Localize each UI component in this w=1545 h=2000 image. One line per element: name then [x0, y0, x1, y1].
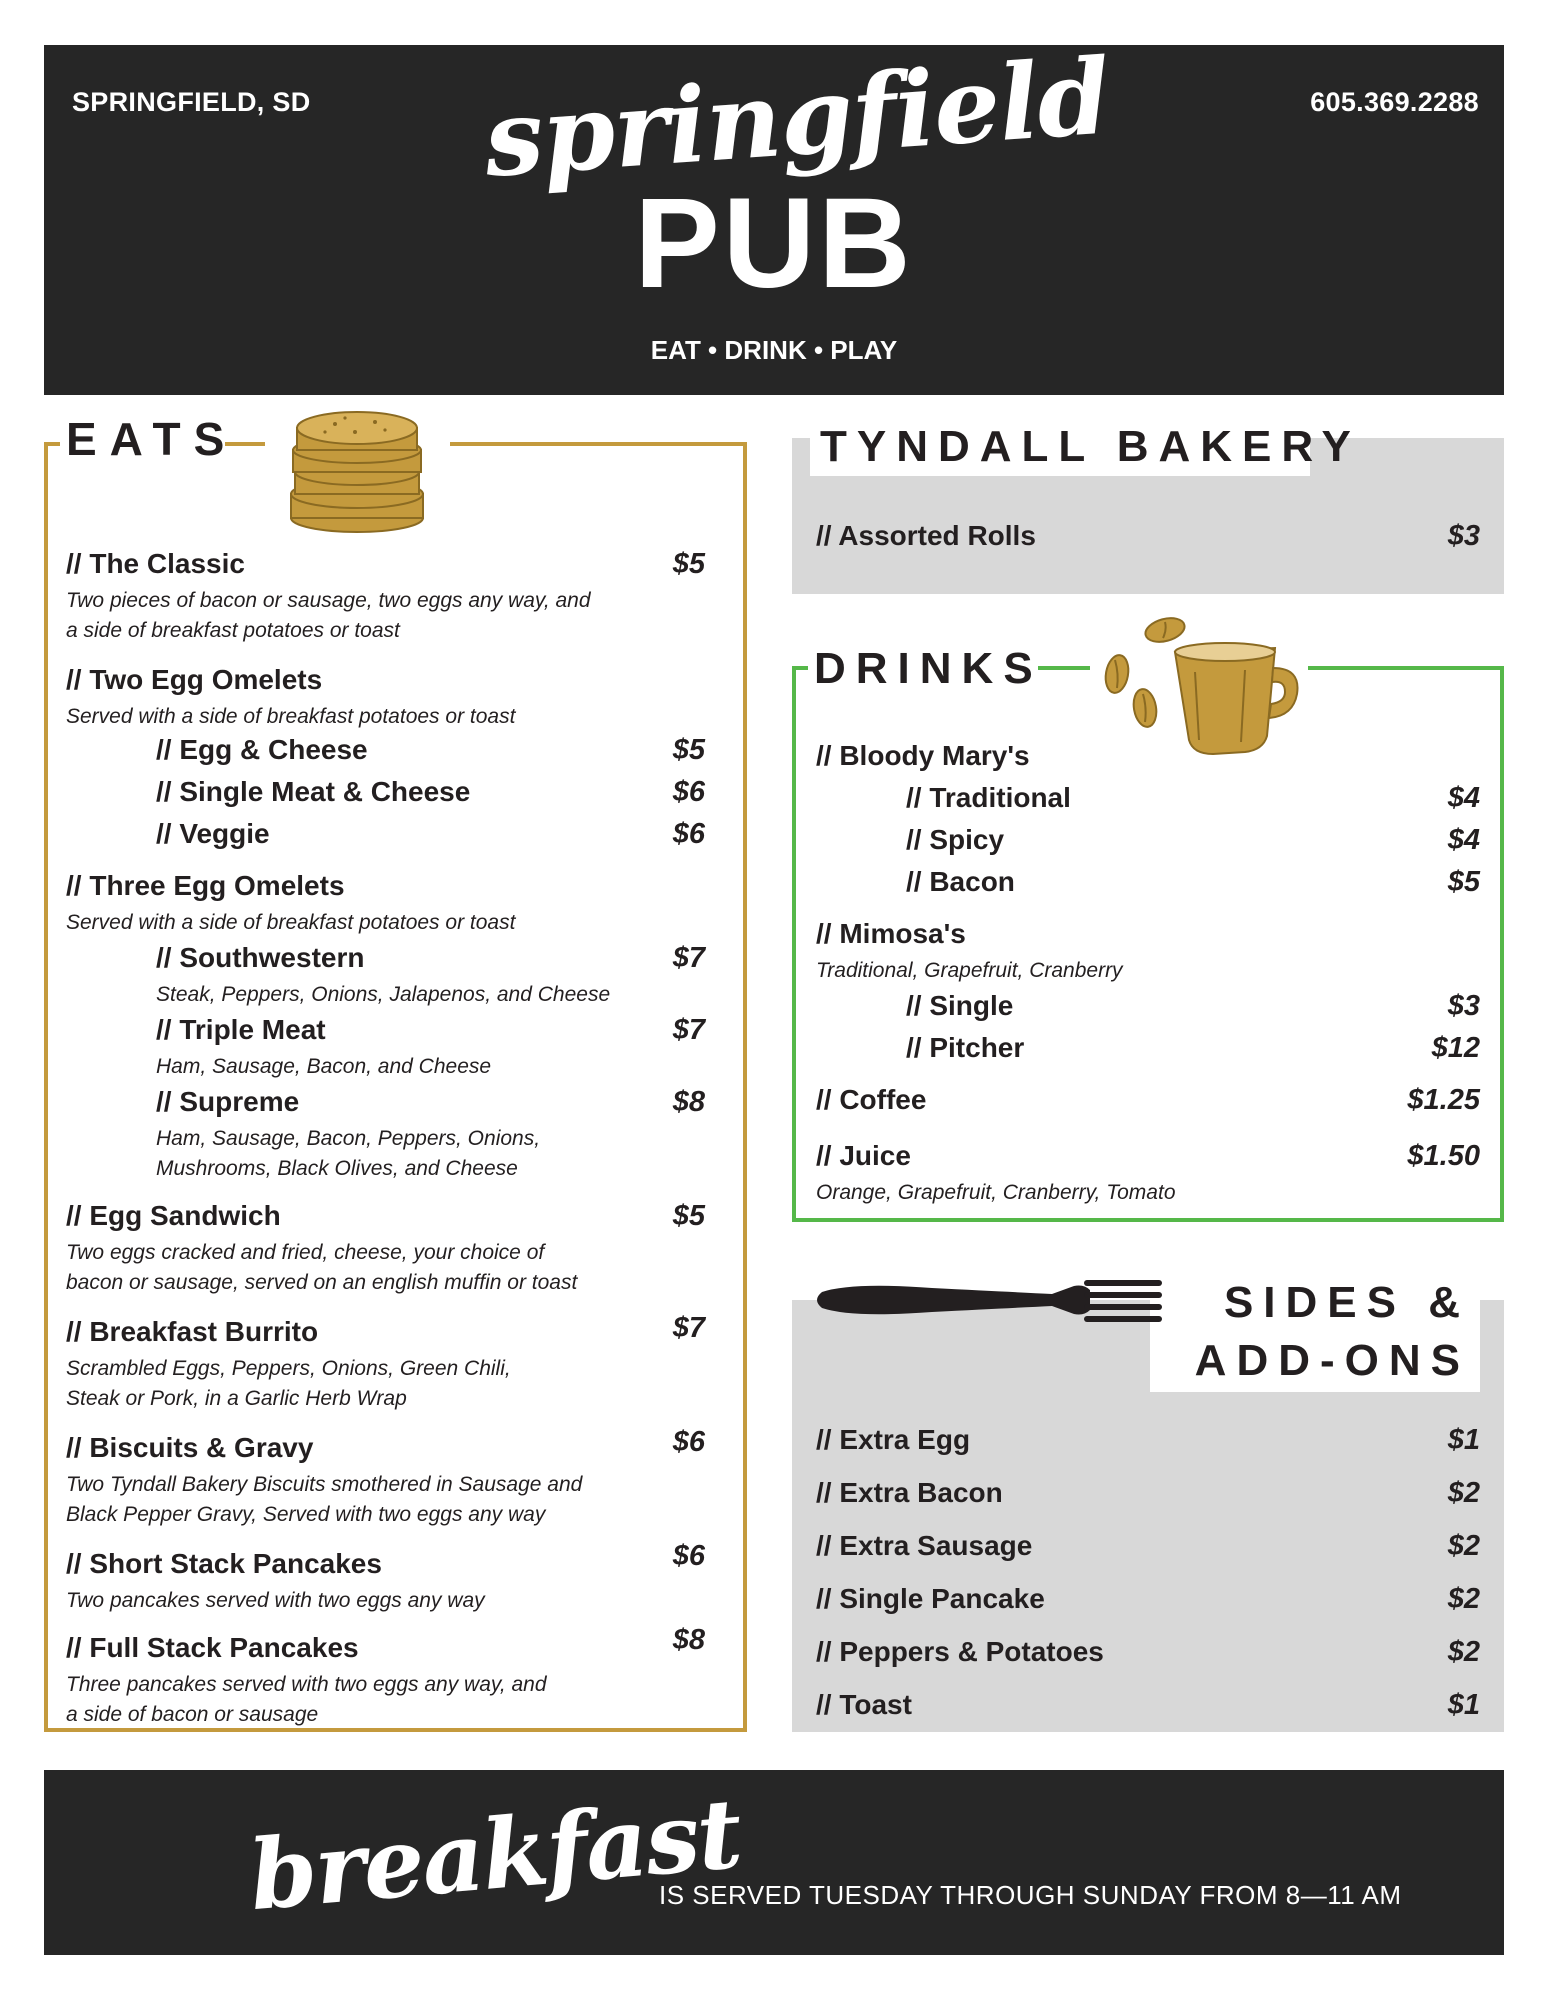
menu-item-name: // Southwestern — [156, 942, 365, 973]
menu-item-description: a side of breakfast potatoes or toast — [66, 619, 400, 642]
menu-item-name: // Coffee — [816, 1084, 927, 1115]
menu-item-price: $1 — [1447, 1424, 1480, 1456]
menu-item-price: $1.25 — [1407, 1084, 1480, 1116]
menu-item-name: // Three Egg Omelets — [66, 870, 345, 901]
menu-item-description: bacon or sausage, served on an english muffin or toast — [66, 1271, 578, 1294]
menu-item-price: $6 — [672, 776, 705, 808]
menu-item-price: $5 — [672, 1200, 705, 1232]
menu-item-description: Two pieces of bacon or sausage, two eggs any way, and — [66, 589, 591, 612]
menu-item-price: $7 — [672, 1312, 705, 1344]
menu-item-name: // Veggie — [156, 818, 270, 849]
menu-item-price: $6 — [672, 818, 705, 850]
menu-item-price: $2 — [1447, 1636, 1480, 1668]
menu-item-price: $5 — [672, 734, 705, 766]
menu-item-description: Ham, Sausage, Bacon, and Cheese — [156, 1055, 492, 1078]
menu-item-name: // Biscuits & Gravy — [66, 1432, 314, 1463]
header-banner — [44, 34, 1504, 395]
menu-item-name: // Egg Sandwich — [66, 1200, 281, 1231]
menu-item-description: Orange, Grapefruit, Cranberry, Tomato — [816, 1181, 1176, 1204]
menu-item-name: // Peppers & Potatoes — [816, 1636, 1104, 1667]
menu-item-name: // Assorted Rolls — [816, 520, 1036, 551]
menu-item-name: // Traditional — [906, 782, 1071, 813]
fork-icon — [812, 1270, 1167, 1330]
menu-item-description: Two pancakes served with two eggs any way — [66, 1589, 485, 1612]
menu-item-name: // Single Pancake — [816, 1583, 1045, 1614]
footer-script-breakfast: breakfast — [245, 1776, 745, 1933]
menu-item-price: $4 — [1447, 824, 1480, 856]
menu-item-name: // Bacon — [906, 866, 1015, 897]
phone-number[interactable]: 605.369.2288 — [1310, 87, 1479, 117]
menu-item-name: // Bloody Mary's — [816, 740, 1030, 771]
menu-item-name: // Toast — [816, 1689, 912, 1720]
logo-pub-title: PUB — [634, 172, 914, 315]
menu-item-name: // Breakfast Burrito — [66, 1316, 319, 1347]
menu-item-price: $1.50 — [1407, 1140, 1480, 1172]
menu-item-price: $7 — [672, 942, 705, 974]
pancake-stack-icon — [275, 402, 440, 537]
menu-item-name: // Spicy — [906, 824, 1005, 855]
menu-item-price: $12 — [1431, 1032, 1480, 1064]
menu-item-price: $5 — [672, 548, 705, 580]
menu-item-price: $2 — [1447, 1583, 1480, 1615]
menu-item-price: $3 — [1447, 520, 1480, 552]
menu-item-price: $5 — [1447, 866, 1480, 898]
drinks-heading: DRINKS — [814, 644, 1043, 693]
menu-item-price: $2 — [1447, 1477, 1480, 1509]
menu-item-price: $8 — [672, 1624, 705, 1656]
coffee-cup-icon — [1095, 612, 1305, 760]
menu-item-name: // Extra Bacon — [816, 1477, 1003, 1508]
menu-item-name: // Single — [906, 990, 1014, 1021]
menu-item-name: // Pitcher — [906, 1032, 1025, 1063]
menu-item-price: $6 — [672, 1426, 705, 1458]
menu-item-description: Mushrooms, Black Olives, and Cheese — [156, 1157, 518, 1180]
menu-item-description: Served with a side of breakfast potatoes or toast — [66, 911, 516, 934]
menu-item-price: $1 — [1447, 1689, 1480, 1721]
menu-item-name: // Two Egg Omelets — [66, 664, 323, 695]
footer-hours-text: IS SERVED TUESDAY THROUGH SUNDAY FROM 8—11 AM — [659, 1880, 1402, 1910]
menu-item-name: // Extra Sausage — [816, 1530, 1033, 1561]
menu-item-name: // Short Stack Pancakes — [66, 1548, 382, 1579]
bakery-heading: TYNDALL BAKERY — [820, 422, 1361, 471]
menu-item-price: $2 — [1447, 1530, 1480, 1562]
menu-item-description: Three pancakes served with two eggs any way, and — [66, 1673, 547, 1696]
menu-item-name: // The Classic — [66, 548, 245, 579]
menu-item-name: // Extra Egg — [816, 1424, 971, 1455]
menu-item-description: Two eggs cracked and fried, cheese, your choice of — [66, 1241, 545, 1264]
sides-heading-line2: ADD-ONS — [1194, 1336, 1470, 1385]
menu-item-description: Traditional, Grapefruit, Cranberry — [816, 959, 1123, 982]
footer-banner — [44, 1770, 1504, 1955]
menu-item-description: Scrambled Eggs, Peppers, Onions, Green Chili, — [66, 1357, 511, 1380]
menu-item-name: // Egg & Cheese — [156, 734, 368, 765]
menu-item-price: $8 — [672, 1086, 705, 1118]
logo-script-title: springfield — [480, 34, 1114, 201]
tagline: EAT • DRINK • PLAY — [650, 335, 898, 365]
menu-item-description: a side of bacon or sausage — [66, 1703, 319, 1726]
menu-item-description: Served with a side of breakfast potatoes or toast — [66, 705, 516, 728]
menu-item-name: // Supreme — [156, 1086, 300, 1117]
menu-item-description: Two Tyndall Bakery Biscuits smothered in Sausage and — [66, 1473, 583, 1496]
menu-item-name: // Single Meat & Cheese — [156, 776, 471, 807]
eats-heading: EATS — [66, 413, 238, 465]
sides-heading-line1: SIDES & — [1223, 1278, 1470, 1327]
menu-item-name: // Juice — [816, 1140, 911, 1171]
location-text: SPRINGFIELD, SD — [72, 87, 311, 117]
menu-item-description: Black Pepper Gravy, Served with two eggs any way — [66, 1503, 546, 1526]
menu-item-name: // Mimosa's — [816, 918, 966, 949]
menu-item-description: Steak, Peppers, Onions, Jalapenos, and Cheese — [156, 983, 611, 1006]
menu-item-price: $6 — [672, 1540, 705, 1572]
menu-item-description: Steak or Pork, in a Garlic Herb Wrap — [66, 1387, 407, 1410]
menu-item-price: $3 — [1447, 990, 1480, 1022]
menu-item-price: $4 — [1447, 782, 1480, 814]
menu-item-name: // Full Stack Pancakes — [66, 1632, 359, 1663]
menu-item-description: Ham, Sausage, Bacon, Peppers, Onions, — [156, 1127, 541, 1150]
menu-item-price: $7 — [672, 1014, 705, 1046]
menu-item-name: // Triple Meat — [156, 1014, 326, 1045]
